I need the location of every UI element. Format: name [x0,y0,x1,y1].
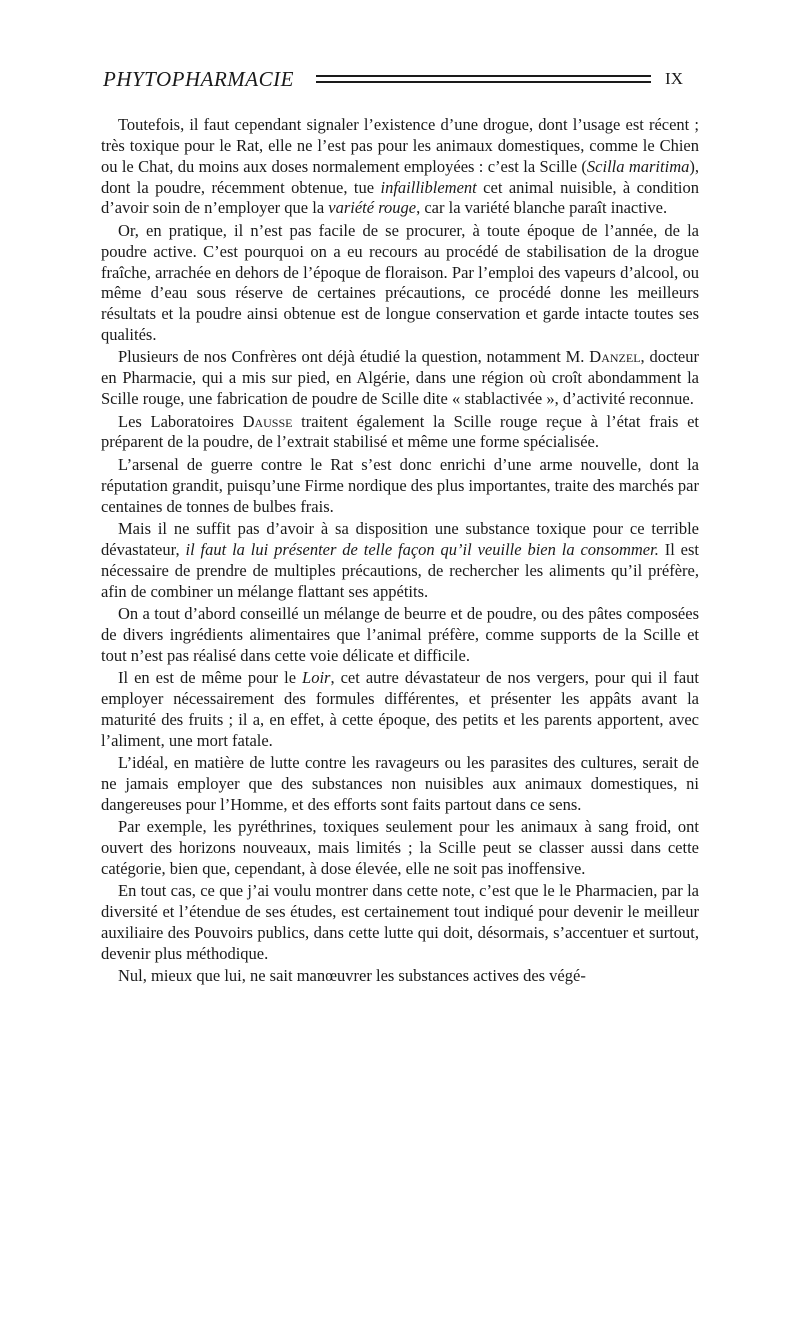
name-small-caps: Dausse [242,411,293,431]
paragraph [101,753,699,816]
text-run: Nul, mieux que lui, ne sait manœuvrer les substances actives des végé- [118,966,586,986]
text-run: Toutefois, il faut cependant signaler l’existence d’une drogue, dont l’usage est récent ; très toxique pour le Rat, elle ne l’est pas pour les animaux domestiques, comme le Chien ou le Chat, du moins aux doses normalement employées : c’est la Scille ( [101,115,699,176]
text-run: , cet autre dévastateur de nos vergers, pour qui il faut employer nécessairement des formules différentes, et présenter les appâts avant la maturité des fruits ; il a, en effet, à cette époque, des petits et les parents apportent, avec l’aliment, une mort fatale. [101,668,699,750]
text-run: Par exemple, les pyréthrines, toxiques seulement pour les animaux à sang froid, ont ouvert des horizons nouveaux, mais limités ; la Scille peut se classer aussi dans cette catégorie, bien que, cependant, à dose élevée, elle ne soit pas inoffensive. [101,817,699,878]
paragraph [101,412,699,454]
text-run: Or, en pratique, il n’est pas facile de se procurer, à toute époque de l’année, de la poudre active. C’est pourquoi on a eu recours au procédé de stabilisation de la drogue fraîche, arrachée en dehors de l’époque de floraison. Par l’emploi des vapeurs d’alcool, ou même d’eau sous réserve de certaines précautions, ce procédé donne les meilleurs résultats et la poudre ainsi obtenue est de longue conservation et garde intacte toutes ses qualités. [101,220,699,345]
paragraph [101,347,699,410]
italic-text: variété rouge [328,198,417,218]
text-run: Plusieurs de nos Confrères ont déjà étudié la question, notamment M. [118,347,590,367]
page-number: IX [665,69,683,88]
paragraph [101,668,699,751]
text-run: L’idéal, en matière de lutte contre les ravageurs ou les parasites des cultures, serait de ne jamais employer que des substances non nuisibles aux animaux domestiques, ni dangereuses pour l’Homme, et des efforts sont faits partout dans ce sens. [101,753,699,814]
text-run: traitent également la Scille rouge reçue à l’état frais et préparent de la poudre, de l’extrait stabilisé et même une forme spécialisée. [101,411,699,452]
paragraph [101,966,699,987]
italic-text: infailliblement [380,177,477,197]
text-run: Il est nécessaire de prendre de multiples précautions, de rechercher les aliments qu’il préfère, afin de combiner un mélange flattant ses appétits. [101,539,699,601]
text-run: L’arsenal de guerre contre le Rat s’est donc enrichi d’une arme nouvelle, dont la réputation grandit, puisqu’une Firme nordique des plus importantes, traite des marchés par centaines de tonnes de bulbes frais. [101,454,699,516]
italic-text: il faut la lui présenter de telle façon qu’il veuille bien la consommer. [185,539,659,559]
text-run: , car la variété blanche paraît inactive. [416,198,668,218]
paragraph [101,519,699,602]
paragraph [101,817,699,880]
running-title: PHYTOPHARMACIE [103,66,294,91]
text-run: cet animal nuisible, à condition d’avoir soin de n’employer que la [101,177,699,218]
name-small-caps: Danzel [589,347,641,367]
text-run: Il en est de même pour le [118,668,303,688]
text-run: Mais il ne suffit pas d’avoir à sa disposition une substance toxique pour ce terrible dévastateur, [101,519,699,559]
text-run: , docteur en Pharmacie, qui a mis sur pied, en Algérie, dans une région où croît abondamment la Scille rouge, une fabrication de poudre de Scille dite « stablactivée », d’activité reconnue. [101,347,699,409]
paragraph [101,221,699,346]
paragraph [101,455,699,518]
paragraph [101,604,699,667]
paragraph [101,115,699,219]
italic-text: Loir [302,668,331,688]
paragraph [101,881,699,964]
text-run: ), dont la poudre, récemment obtenue, tue [101,156,699,197]
header-rule [316,75,651,83]
running-header [103,66,683,92]
body-text [101,115,699,989]
text-run: On a tout d’abord conseillé un mélange de beurre et de poudre, ou des pâtes composées de divers ingrédients alimentaires que l’animal préfère, comme supports de la Scille et tout n’est pas réalisé dans cette voie délicate et difficile. [101,603,699,665]
text-run: En tout cas, ce que j’ai voulu montrer dans cette note, c’est que le le Pharmacien, par la diversité et l’étendue de ses études, est certainement tout indiqué pour devenir le meilleur auxiliaire des Pouvoirs publics, dans cette lutte qui doit, désormais, s’accentuer et surtout, devenir plus méthodique. [101,881,699,963]
text-run: Les Laboratoires [118,411,243,431]
italic-text: Scilla maritima [586,156,690,176]
